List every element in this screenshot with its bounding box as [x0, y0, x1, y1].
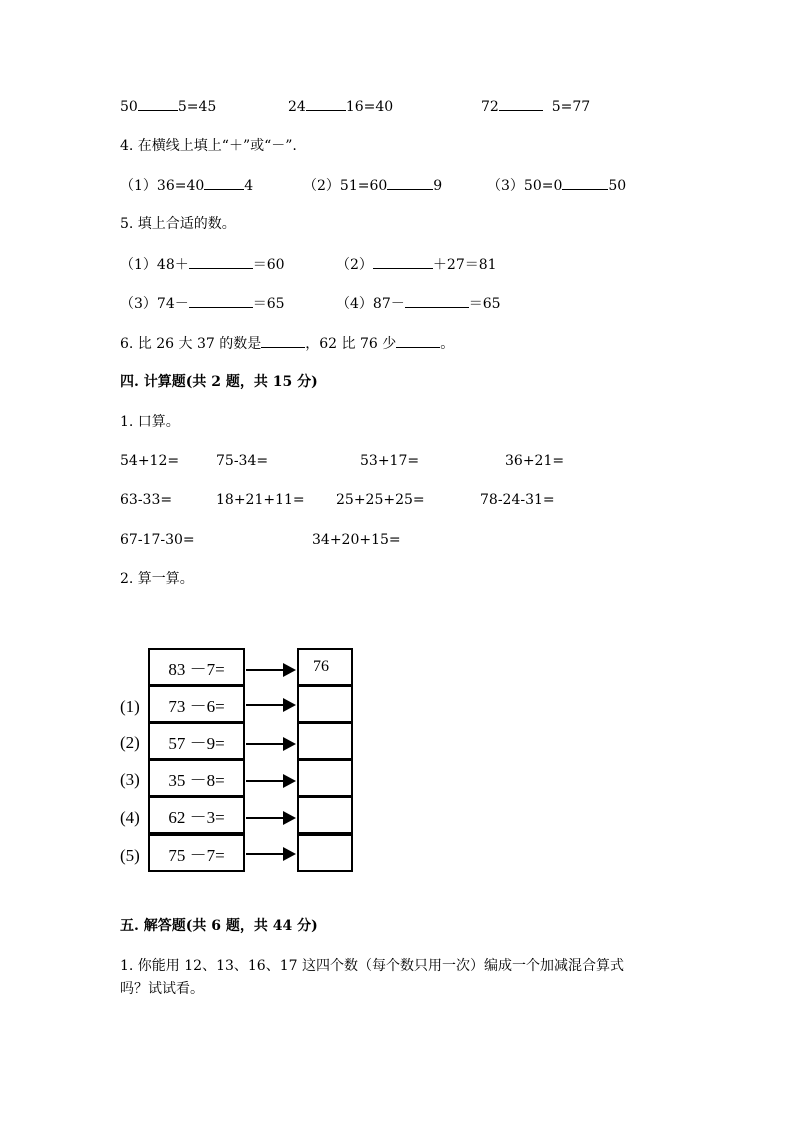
- section-4-title: 四. 计算题(共 2 题，共 15 分): [120, 374, 318, 390]
- item-text: 16=40: [345, 99, 394, 115]
- answer-blank[interactable]: [306, 98, 346, 111]
- answer-box: 76: [297, 648, 353, 686]
- answer-blank[interactable]: [405, 295, 469, 308]
- s4-q1-title: 1. 口算。: [120, 414, 180, 430]
- calc-item: 78-24-31=: [480, 492, 555, 508]
- item-text: （1）36=40: [120, 178, 205, 194]
- answer-box[interactable]: [297, 759, 353, 797]
- item-text: （4）87－: [336, 296, 405, 312]
- s5-q1-line2: 吗？试试看。: [120, 981, 204, 997]
- item-text: （3）50=0: [487, 178, 563, 194]
- q4-item-3: [487, 177, 626, 194]
- arrow-right-icon: [246, 736, 296, 752]
- equation-box: 83 －7=: [148, 648, 245, 686]
- calc-item: 34+20+15=: [312, 532, 401, 548]
- answer-blank[interactable]: [562, 177, 608, 190]
- item-text: 5=45: [177, 99, 217, 115]
- answer-box[interactable]: [297, 685, 353, 723]
- answer-blank[interactable]: [373, 256, 433, 269]
- arrow-right-icon: [246, 697, 296, 713]
- arrow-right-icon: [246, 662, 296, 678]
- item-text: ，62 比 76 少: [305, 336, 397, 352]
- calc-item: 53+17=: [360, 453, 420, 469]
- equation-box: 35 －8=: [148, 759, 245, 797]
- item-text: 50: [120, 99, 138, 115]
- answer-blank[interactable]: [189, 256, 253, 269]
- answer-blank[interactable]: [396, 335, 440, 348]
- answer-blank[interactable]: [204, 177, 244, 190]
- answer-box[interactable]: [297, 722, 353, 760]
- item-text: 50: [608, 178, 627, 194]
- section-5-title: 五. 解答题(共 6 题，共 44 分): [120, 918, 318, 934]
- item-text: （2）: [336, 257, 373, 273]
- equation-box: 73 －6=: [148, 685, 245, 723]
- equation-box: 57 －9=: [148, 722, 245, 760]
- item-text: 5=77: [551, 99, 591, 115]
- q5-item-2: [336, 256, 497, 273]
- row-label: (2): [120, 733, 140, 752]
- item-text: （1）48＋: [120, 257, 189, 273]
- answer-blank[interactable]: [138, 98, 178, 111]
- answer-box[interactable]: [297, 834, 353, 872]
- answer-blank[interactable]: [261, 335, 305, 348]
- q4-item-1: [120, 177, 253, 194]
- q4-title: 4. 在横线上填上“＋”或“－”.: [120, 138, 297, 154]
- item-text: 4: [244, 178, 254, 194]
- item-text: 6. 比 26 大 37 的数是: [120, 336, 262, 352]
- q5-item-1: [120, 256, 285, 273]
- row-label: (5): [120, 846, 140, 865]
- item-text: （2）51=60: [303, 178, 388, 194]
- q5-title: 5. 填上合适的数。: [120, 216, 236, 232]
- calc-item: 36+21=: [505, 453, 565, 469]
- calc-item: 67-17-30=: [120, 532, 195, 548]
- equation-box: 62 －3=: [148, 796, 245, 834]
- row-label: (3): [120, 770, 140, 789]
- calc-item: 63-33=: [120, 492, 173, 508]
- s4-q2-title: 2. 算一算。: [120, 571, 194, 587]
- fill-item-b: [288, 98, 393, 115]
- answer-box[interactable]: [297, 796, 353, 834]
- arrow-right-icon: [246, 846, 296, 862]
- item-text: （3）74－: [120, 296, 189, 312]
- item-text: ＝65: [252, 296, 285, 312]
- row-label: (4): [120, 808, 140, 827]
- equation-box: 75 －7=: [148, 834, 245, 872]
- fill-item-c: [481, 98, 590, 115]
- row-label: (1): [120, 697, 140, 716]
- calc-item: 54+12=: [120, 453, 180, 469]
- item-text: ＝65: [468, 296, 501, 312]
- q5-item-4: [336, 295, 501, 312]
- arrow-right-icon: [246, 773, 296, 789]
- q5-item-3: [120, 295, 285, 312]
- item-text: ＝60: [252, 257, 285, 273]
- calc-item: 75-34=: [216, 453, 269, 469]
- calc-item: 25+25+25=: [336, 492, 425, 508]
- item-text: 。: [440, 336, 455, 352]
- item-text: ＋27＝81: [432, 257, 497, 273]
- fill-item-a: [120, 98, 216, 115]
- answer-blank[interactable]: [189, 295, 253, 308]
- item-text: 72: [481, 99, 499, 115]
- calc-item: 18+21+11=: [216, 492, 305, 508]
- item-text: 9: [433, 178, 443, 194]
- item-text: 24: [288, 99, 306, 115]
- q6: [120, 335, 454, 352]
- arrow-right-icon: [246, 810, 296, 826]
- answer-blank[interactable]: [387, 177, 433, 190]
- answer-blank[interactable]: [499, 98, 543, 111]
- s5-q1-line1: 1. 你能用 12、13、16、17 这四个数（每个数只用一次）编成一个加减混合算式: [120, 958, 624, 974]
- q4-item-2: [303, 177, 442, 194]
